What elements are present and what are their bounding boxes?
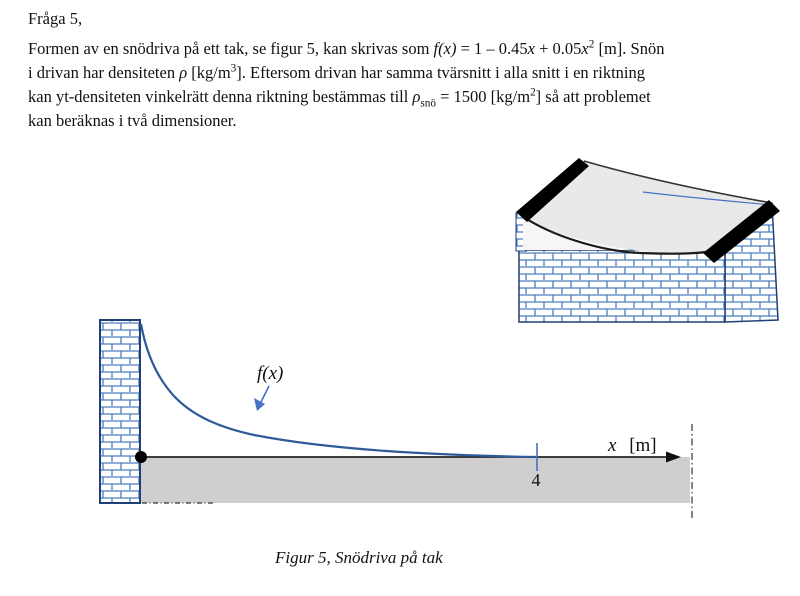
building-front-face bbox=[519, 250, 725, 322]
support-pin-dot bbox=[135, 451, 147, 463]
question-paragraph bbox=[28, 37, 776, 133]
roof-3d-illustration bbox=[510, 150, 800, 335]
paragraph-line-1: Formen av en snödriva på ett tak, se figur 5, kan skrivas som $f(x) = 1 - 0.45x + 0.05x^2$ [m]. Snön bbox=[28, 38, 665, 58]
fx-leader-arrowhead-icon bbox=[254, 398, 265, 411]
figure-caption: Figur 5, Snödriva på tak bbox=[275, 548, 443, 567]
x4-tick-label: 4 bbox=[531, 470, 541, 490]
x-axis-label: x [m] bbox=[608, 435, 657, 456]
question-heading: Fråga 5, bbox=[28, 9, 83, 28]
snow-drift-2d-diagram bbox=[90, 315, 800, 530]
paragraph-line-3: kan yt-densiteten vinkelrätt denna riktning bestämmas till $\rho_{snö} = 1500$ $[kg/m^2]$ så att problemet bbox=[28, 86, 651, 110]
roof-slab bbox=[140, 457, 690, 503]
snow-profile-curve bbox=[141, 324, 537, 457]
paragraph-line-2: i drivan har densiteten ρ $[kg/m^3]$. Eftersom drivan har samma tvärsnitt i alla snitt i en riktning bbox=[28, 62, 646, 82]
fx-curve-label: f(x) bbox=[257, 363, 284, 384]
fx-leader-arrow-line bbox=[261, 386, 269, 402]
left-brick-wall bbox=[100, 320, 140, 503]
paragraph-line-4: kan beräknas i två dimensioner. bbox=[28, 111, 237, 130]
